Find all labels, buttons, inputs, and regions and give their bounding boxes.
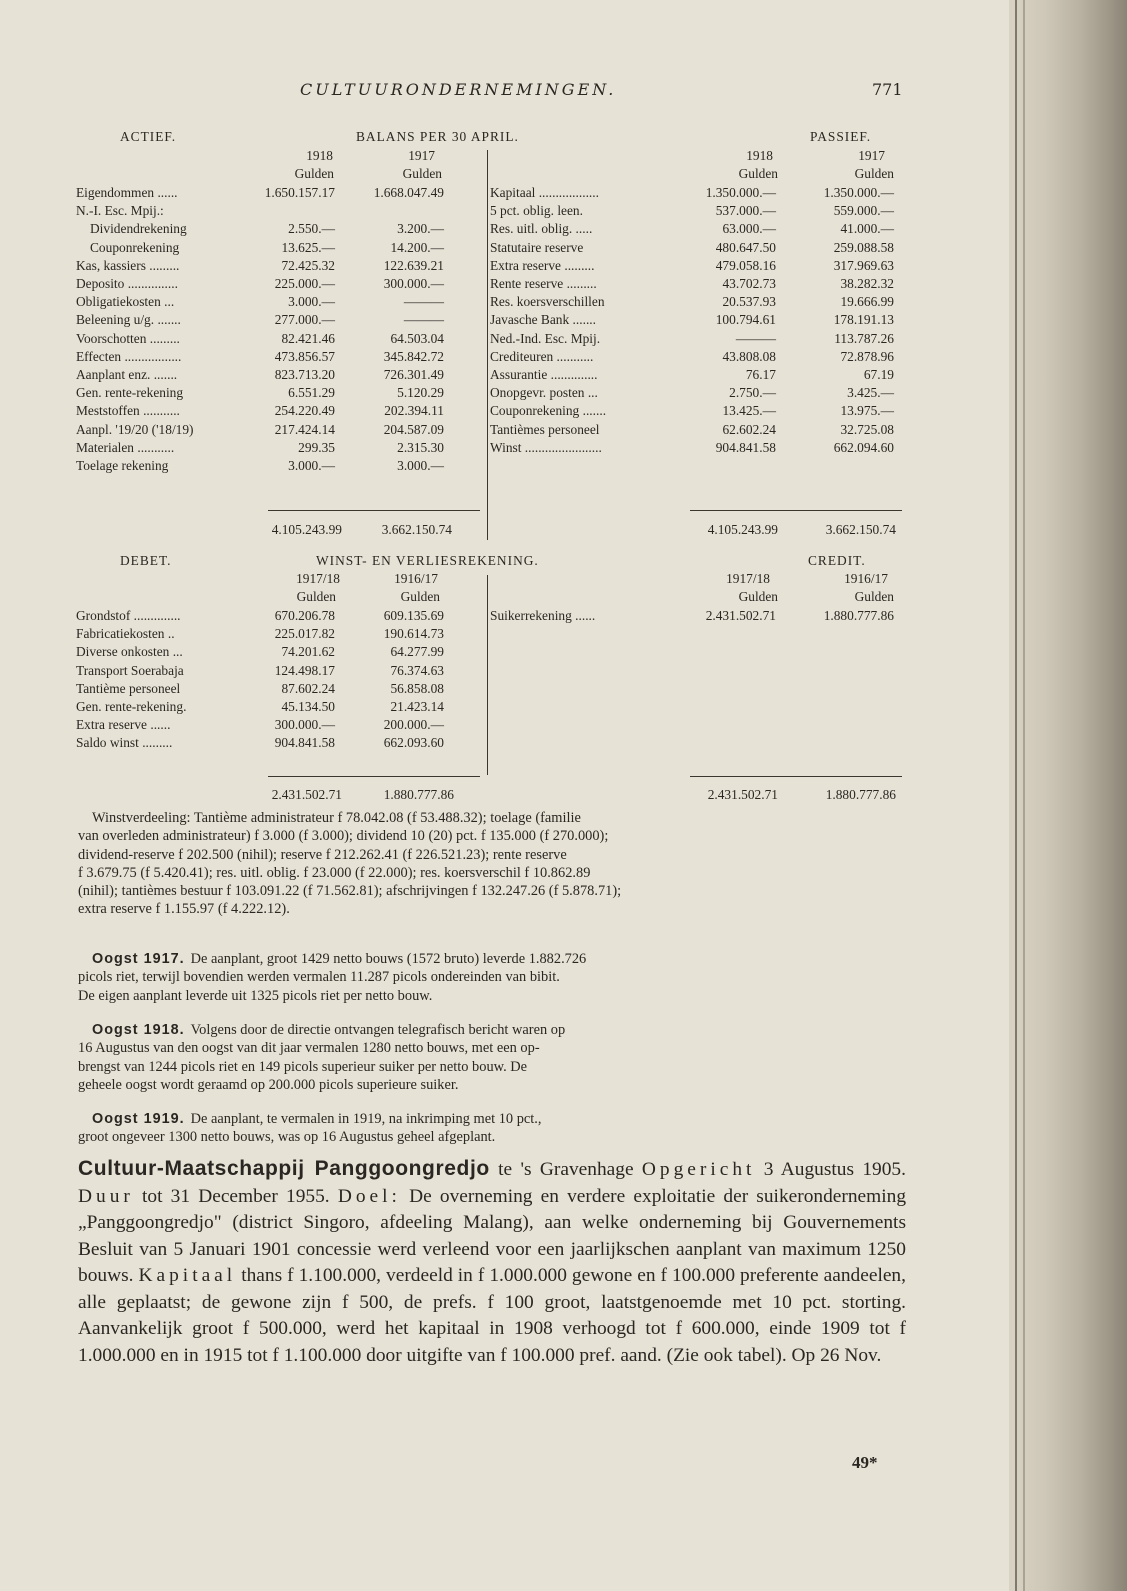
signature-mark: 49* bbox=[852, 1453, 878, 1472]
total-credit-b: 1.880.777.86 bbox=[825, 787, 896, 802]
oogst-line bbox=[78, 1039, 906, 1057]
actief-value-1918: 823.713.20 bbox=[274, 367, 335, 382]
company-entry bbox=[78, 1156, 906, 1369]
actief-label: Eigendommen ...... bbox=[76, 185, 178, 200]
actief-heading: ACTIEF. bbox=[120, 129, 177, 144]
oogst-text: De aanplant, te vermalen in 1919, na inkrimping met 10 pct., bbox=[190, 1111, 542, 1127]
actief-value-1918: 277.000.— bbox=[274, 312, 335, 328]
kapitaal-text: thans f 1.100.000, verdeeld in f 1.000.000 gewone en f 100.000 preferente aandeelen, alle geplaatst; de gewone zijn f 500, de prefs. f 100 groot, laatstgenoemde met 10 pct. storting. Aanvankelijk groot f 500.000, werd het kapitaal in 1908 verhoogd tot f 600.000, einde 1909 tot f 1.000.000 en in 1915 tot f 1.100.000 door uitgifte van f 100.000 pref. aand. (Zie ook tabel). Op 26 Nov. bbox=[78, 1265, 906, 1366]
passief-value-1918: 100.794.61 bbox=[715, 312, 776, 328]
passief-label: Assurantie .............. bbox=[490, 367, 598, 382]
debet-heading: DEBET. bbox=[120, 553, 172, 568]
passief-label: Statutaire reserve bbox=[490, 239, 584, 255]
balance-title: BALANS PER 30 APRIL. bbox=[356, 129, 519, 144]
total-passief-1918: 4.105.243.99 bbox=[707, 522, 778, 537]
debet-value-a: 124.498.17 bbox=[274, 662, 335, 678]
oogst-text: brengst van 1244 picols riet en 149 picols superieur suiker per netto bouw. De bbox=[78, 1058, 528, 1075]
unit-header: Gulden bbox=[738, 166, 778, 181]
total-actief-1918: 4.105.243.99 bbox=[271, 522, 342, 537]
passief-label: Couponrekening ....... bbox=[490, 403, 607, 419]
passief-value-1917: 259.088.58 bbox=[833, 239, 894, 255]
profit-loss-account bbox=[0, 0, 1009, 800]
credit-value-b: 1.880.777.86 bbox=[823, 608, 894, 623]
year-header: 1916/17 bbox=[844, 571, 888, 586]
oogst-lead: Oogst 1918. bbox=[92, 1022, 185, 1038]
winstverdeeling-line: f 3.679.75 (f 5.420.41); res. uitl. oblig. f 23.000 (f 22.000); res. koersverschil f 10.862.89 bbox=[78, 864, 591, 881]
oogst-line bbox=[78, 987, 906, 1005]
total-debet-a: 2.431.502.71 bbox=[271, 787, 342, 802]
debet-value-b: 64.277.99 bbox=[390, 644, 444, 660]
passief-label: Kapitaal .................. bbox=[490, 185, 599, 200]
oogst-line bbox=[78, 1058, 906, 1076]
actief-value-1917: 1.668.047.49 bbox=[373, 185, 444, 200]
year-header: 1917/18 bbox=[726, 571, 770, 586]
passief-value-1917: 662.094.60 bbox=[833, 439, 894, 455]
actief-label: Toelage rekening bbox=[76, 458, 169, 473]
actief-value-1917: 3.000.— bbox=[397, 458, 444, 473]
winstverdeeling-line: extra reserve f 1.155.97 (f 4.222.12). bbox=[78, 901, 290, 918]
actief-label: Gen. rente-rekening bbox=[76, 385, 184, 401]
passief-label: Winst ....................... bbox=[490, 439, 602, 455]
passief-label: Crediteuren ........... bbox=[490, 348, 594, 364]
year-header: 1918 bbox=[306, 148, 333, 163]
actief-label: Materialen ........... bbox=[76, 439, 175, 455]
debet-value-b: 56.858.08 bbox=[390, 680, 444, 696]
year-header: 1918 bbox=[746, 148, 773, 163]
actief-label: Deposito ............... bbox=[76, 276, 178, 291]
total-actief-1917: 3.662.150.74 bbox=[381, 522, 452, 537]
column-divider bbox=[487, 575, 488, 775]
actief-label: Obligatiekosten ... bbox=[76, 294, 175, 310]
actief-value-1917: 122.639.21 bbox=[383, 257, 444, 273]
actief-value-1918: 299.35 bbox=[298, 439, 335, 455]
passief-value-1917: 113.787.26 bbox=[834, 330, 894, 346]
actief-value-1917: 202.394.11 bbox=[384, 403, 444, 419]
actief-value-1917: 345.842.72 bbox=[383, 348, 444, 364]
oogst-line bbox=[78, 1128, 906, 1146]
actief-value-1917: 14.200.— bbox=[390, 239, 444, 255]
actief-value-1918: 2.550.— bbox=[288, 221, 335, 237]
oogst-text: groot ongeveer 1300 netto bouws, was op 16 Augustus geheel afgeplant. bbox=[78, 1129, 496, 1146]
oogst-text: picols riet, terwijl bovendien werden vermalen 11.287 picols ondereinden van bibit. bbox=[78, 969, 560, 986]
debet-value-a: 45.134.50 bbox=[281, 699, 335, 714]
passief-label: Onopgevr. posten ... bbox=[490, 385, 598, 401]
passief-value-1918: 904.841.58 bbox=[715, 439, 776, 455]
passief-value-1918: 479.058.16 bbox=[715, 257, 776, 273]
actief-value-1917: 3.200.— bbox=[397, 221, 444, 237]
unit-header: Gulden bbox=[402, 166, 442, 181]
actief-value-1918: 473.856.57 bbox=[274, 348, 335, 364]
unit-header: Gulden bbox=[738, 589, 778, 604]
oogst-line bbox=[78, 1110, 906, 1128]
actief-value-1917: 204.587.09 bbox=[383, 421, 444, 437]
oogst-line bbox=[78, 950, 906, 968]
debet-value-a: 670.206.78 bbox=[274, 608, 335, 623]
passief-label: Rente reserve ......... bbox=[490, 276, 597, 291]
total-credit-a: 2.431.502.71 bbox=[707, 787, 778, 802]
oogst-text: 16 Augustus van den oogst van dit jaar vermalen 1280 netto bouws, met een op- bbox=[78, 1040, 540, 1057]
actief-label: Aanpl. '19/20 ('18/19) bbox=[76, 421, 194, 437]
actief-label: N.-I. Esc. Mpij.: bbox=[76, 203, 164, 219]
unit-header: Gulden bbox=[294, 166, 334, 181]
passief-value-1918: 13.425.— bbox=[722, 403, 776, 419]
binding-edge bbox=[1023, 0, 1025, 1591]
passief-label: Res. uitl. oblig. ..... bbox=[490, 221, 593, 237]
debet-value-b: 609.135.69 bbox=[383, 608, 444, 623]
duur-label: Duur bbox=[78, 1185, 134, 1207]
year-header: 1917 bbox=[408, 148, 435, 163]
unit-header: Gulden bbox=[854, 166, 894, 181]
passief-value-1917: 13.975.— bbox=[840, 403, 894, 419]
debet-label: Grondstof .............. bbox=[76, 608, 181, 623]
oogst-1919-paragraph bbox=[78, 1110, 906, 1147]
passief-value-1918: 20.537.93 bbox=[722, 294, 776, 310]
actief-value-1917: 2.315.30 bbox=[397, 439, 444, 455]
passief-value-1917: 38.282.32 bbox=[840, 276, 894, 291]
total-passief-1917: 3.662.150.74 bbox=[825, 522, 896, 537]
actief-value-1917: 300.000.— bbox=[383, 276, 444, 291]
debet-value-b: 76.374.63 bbox=[390, 662, 444, 678]
debet-label: Saldo winst ......... bbox=[76, 735, 173, 751]
actief-value-1918: 13.625.— bbox=[281, 239, 335, 255]
passief-value-1918: 76.17 bbox=[745, 367, 776, 382]
passief-value-1917: 41.000.— bbox=[840, 221, 894, 237]
debet-value-a: 74.201.62 bbox=[281, 644, 335, 660]
doel-text: De overneming en verdere exploitatie der suikeronderneming „Panggoongredjo" (district Singoro, afdeeling Malang), aan welke onderneming bij Gouvernements Besluit van 5 Januari 1901 concessie werd verleend voor een jaarlijkschen aanplant van maximum 1250 bouws. bbox=[78, 1185, 907, 1286]
debet-label: Diverse onkosten ... bbox=[76, 644, 183, 660]
debet-value-b: 190.614.73 bbox=[383, 626, 444, 642]
oogst-1918-paragraph bbox=[78, 1021, 906, 1094]
actief-label: Voorschotten ......... bbox=[76, 330, 180, 346]
winstverdeeling-line: van overleden administrateur) f 3.000 (f 3.000); dividend 10 (20) pct. f 135.000 (f 270.000); bbox=[78, 828, 609, 845]
passief-value-1917: 72.878.96 bbox=[840, 348, 894, 364]
passief-label: Ned.-Ind. Esc. Mpij. bbox=[490, 330, 601, 346]
book-binding bbox=[1009, 0, 1127, 1591]
debet-label: Gen. rente-rekening. bbox=[76, 699, 187, 714]
actief-label: Dividendrekening bbox=[90, 221, 187, 237]
passief-value-1918: 2.750.— bbox=[729, 385, 776, 401]
oogst-lead: Oogst 1919. bbox=[92, 1111, 185, 1127]
credit-value-a: 2.431.502.71 bbox=[705, 608, 776, 623]
binding-edge bbox=[1015, 0, 1017, 1591]
passief-value-1918: 1.350.000.— bbox=[705, 185, 776, 200]
passief-label: 5 pct. oblig. leen. bbox=[490, 203, 583, 219]
winstverdeeling-line: (nihil); tantièmes bestuur f 103.091.22 (f 71.562.81); afschrijvingen f 132.247.26 (f 5.878.71); bbox=[78, 883, 622, 900]
company-place: te 's Gravenhage bbox=[498, 1159, 634, 1180]
year-header: 1916/17 bbox=[394, 571, 438, 586]
actief-value-1918: 217.424.14 bbox=[274, 421, 335, 437]
debet-label: Fabricatiekosten .. bbox=[76, 626, 175, 642]
year-header: 1917/18 bbox=[296, 571, 340, 586]
sum-rule bbox=[690, 776, 902, 777]
debet-value-a: 300.000.— bbox=[274, 717, 335, 733]
winstverdeeling-line: dividend-reserve f 202.500 (nihil); reserve f 212.262.41 (f 226.521.23); rente reserve bbox=[78, 846, 567, 863]
actief-value-1918: 1.650.157.17 bbox=[264, 185, 335, 200]
profit-loss-title: WINST- EN VERLIESREKENING. bbox=[316, 553, 539, 568]
passief-value-1918: 43.808.08 bbox=[722, 348, 776, 364]
oogst-text: De eigen aanplant leverde uit 1325 picols riet per netto bouw. bbox=[78, 987, 433, 1004]
oogst-text: geheele oogst wordt geraamd op 200.000 picols superieure suiker. bbox=[78, 1076, 459, 1093]
oogst-text: De aanplant, groot 1429 netto bouws (1572 bruto) leverde 1.882.726 bbox=[190, 951, 587, 967]
debet-label: Transport Soerabaja bbox=[76, 662, 184, 678]
passief-value-1917: 3.425.— bbox=[847, 385, 894, 401]
oogst-line bbox=[78, 1076, 906, 1094]
unit-header: Gulden bbox=[400, 589, 440, 604]
oogst-1917-paragraph bbox=[78, 950, 906, 1005]
actief-label: Meststoffen ........... bbox=[76, 403, 180, 419]
oogst-line bbox=[78, 1021, 906, 1039]
passief-value-1917: 559.000.— bbox=[833, 203, 894, 219]
opgericht-label: Opgericht bbox=[641, 1159, 756, 1180]
company-name: Cultuur-Maatschappij Panggoongredjo bbox=[78, 1157, 490, 1180]
passief-value-1917: 67.19 bbox=[863, 367, 894, 382]
actief-value-1917: ——— bbox=[403, 294, 444, 310]
passief-value-1918: 537.000.— bbox=[715, 203, 776, 219]
actief-label: Beleening u/g. ....... bbox=[76, 312, 181, 328]
passief-value-1918: ——— bbox=[735, 330, 776, 346]
total-debet-b: 1.880.777.86 bbox=[383, 787, 454, 802]
actief-value-1918: 72.425.32 bbox=[281, 257, 335, 273]
sum-rule bbox=[268, 776, 480, 777]
actief-value-1918: 3.000.— bbox=[288, 458, 335, 473]
kapitaal-label: Kapitaal bbox=[138, 1265, 237, 1286]
unit-header: Gulden bbox=[854, 589, 894, 604]
actief-value-1918: 82.421.46 bbox=[281, 330, 335, 346]
doel-label: Doel: bbox=[337, 1185, 401, 1207]
running-title: CULTUURONDERNEMINGEN. bbox=[300, 80, 617, 99]
year-header: 1917 bbox=[858, 148, 885, 163]
actief-value-1918: 3.000.— bbox=[288, 294, 335, 310]
oogst-lead: Oogst 1917. bbox=[92, 951, 185, 967]
passief-label: Extra reserve ......... bbox=[490, 257, 595, 273]
passief-value-1917: 317.969.63 bbox=[833, 257, 894, 273]
passief-value-1918: 62.602.24 bbox=[722, 421, 776, 437]
actief-value-1918: 225.000.— bbox=[274, 276, 335, 291]
credit-heading: CREDIT. bbox=[808, 553, 866, 568]
duur-text: tot 31 December 1955. bbox=[142, 1185, 330, 1207]
debet-label: Extra reserve ...... bbox=[76, 717, 171, 733]
opgericht-text: 3 Augustus 1905. bbox=[763, 1159, 906, 1180]
debet-value-a: 904.841.58 bbox=[274, 735, 335, 751]
passief-label: Tantièmes personeel bbox=[490, 421, 600, 437]
winstverdeeling-line: Winstverdeeling: Tantième administrateur f 78.042.08 (f 53.488.32); toelage (familie bbox=[92, 810, 581, 826]
actief-value-1918: 254.220.49 bbox=[274, 403, 335, 419]
oogst-line bbox=[78, 968, 906, 986]
passief-value-1918: 480.647.50 bbox=[715, 239, 776, 255]
passief-label: Javasche Bank ....... bbox=[490, 312, 596, 328]
actief-label: Aanplant enz. ....... bbox=[76, 367, 178, 382]
actief-value-1918: 6.551.29 bbox=[288, 385, 335, 401]
debet-label: Tantième personeel bbox=[76, 680, 181, 696]
unit-header: Gulden bbox=[296, 589, 336, 604]
passief-label: Res. koersverschillen bbox=[490, 294, 605, 310]
actief-label: Couponrekening bbox=[90, 239, 180, 255]
passief-heading: PASSIEF. bbox=[810, 129, 872, 144]
passief-value-1918: 43.702.73 bbox=[722, 276, 776, 291]
actief-label: Kas, kassiers ......... bbox=[76, 257, 180, 273]
passief-value-1917: 1.350.000.— bbox=[823, 185, 894, 200]
passief-value-1917: 178.191.13 bbox=[833, 312, 894, 328]
actief-value-1917: 726.301.49 bbox=[383, 367, 444, 382]
debet-value-a: 87.602.24 bbox=[281, 680, 335, 696]
debet-value-b: 21.423.14 bbox=[390, 699, 444, 714]
actief-value-1917: ——— bbox=[403, 312, 444, 328]
actief-label: Effecten ................. bbox=[76, 348, 182, 364]
passief-value-1917: 19.666.99 bbox=[840, 294, 894, 310]
oogst-text: Volgens door de directie ontvangen telegrafisch bericht waren op bbox=[190, 1022, 566, 1038]
passief-value-1917: 32.725.08 bbox=[840, 421, 894, 437]
actief-value-1917: 5.120.29 bbox=[397, 385, 444, 401]
debet-value-a: 225.017.82 bbox=[274, 626, 335, 642]
page-number: 771 bbox=[872, 80, 903, 99]
credit-label: Suikerrekening ...... bbox=[490, 608, 596, 623]
actief-value-1917: 64.503.04 bbox=[390, 330, 444, 346]
debet-value-b: 662.093.60 bbox=[383, 735, 444, 751]
passief-value-1918: 63.000.— bbox=[722, 221, 776, 237]
winstverdeeling-paragraph bbox=[78, 809, 906, 919]
debet-value-b: 200.000.— bbox=[383, 717, 444, 733]
